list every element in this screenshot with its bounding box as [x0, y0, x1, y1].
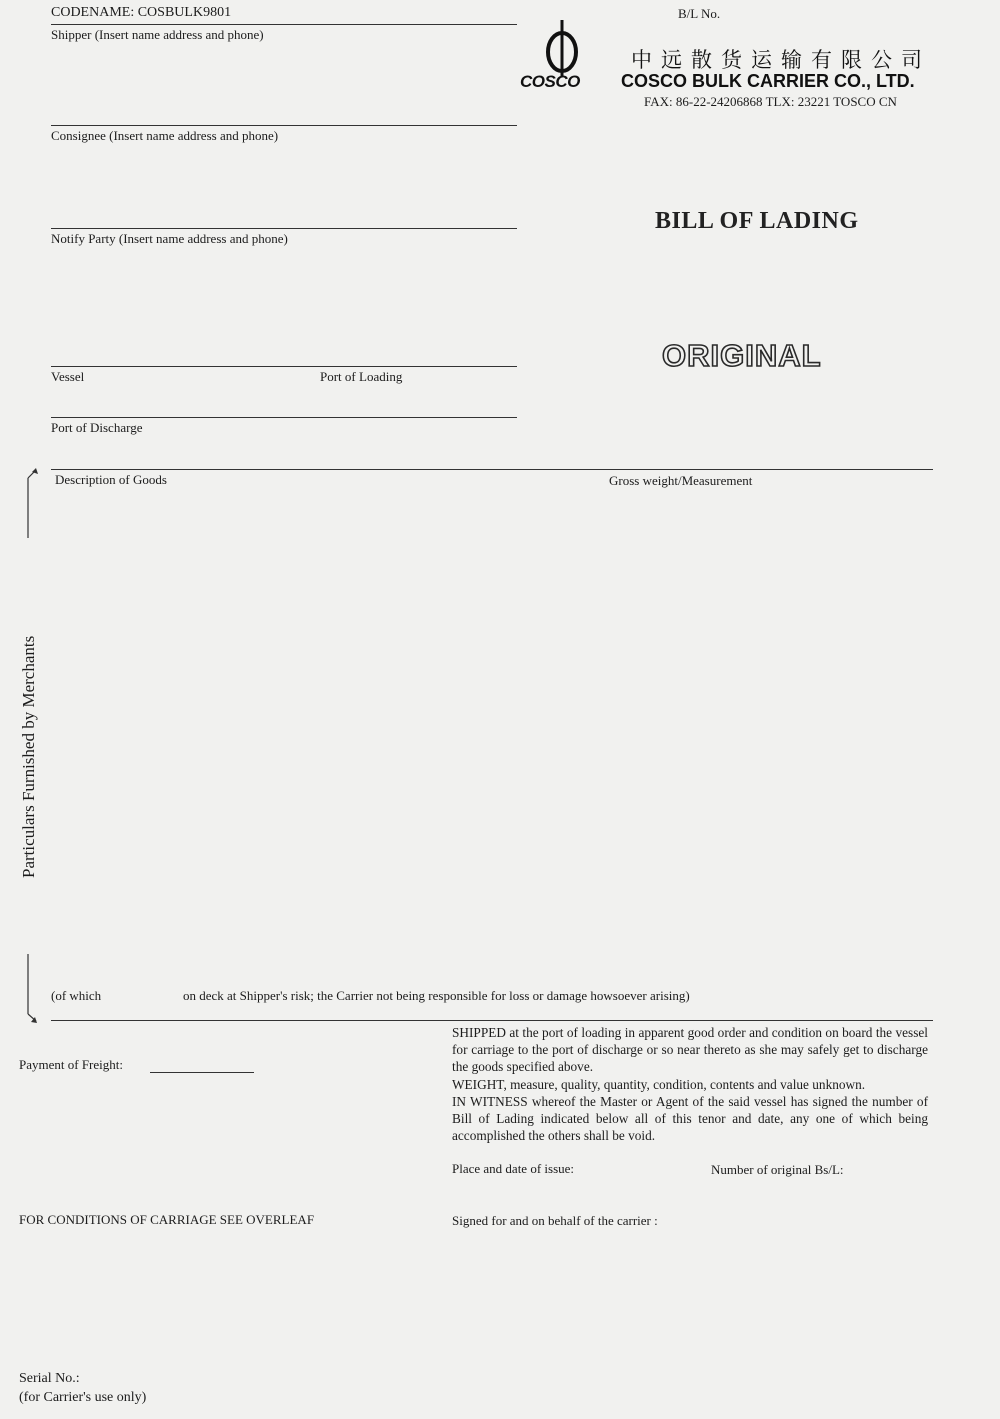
shipper-bottom-rule — [51, 125, 517, 126]
serial-no-note: (for Carrier's use only) — [19, 1390, 147, 1405]
terms-block — [452, 1024, 928, 1144]
witness-clause: IN WITNESS whereof the Master or Agent of the said vessel has signed the number of Bill of Lading indicated below all of this tenor and date, any one of which being accomplished the others shall be void. — [452, 1093, 928, 1144]
deck-of-which: (of which — [51, 988, 102, 1003]
weight-clause: WEIGHT, measure, quality, quantity, condition, contents and value unknown. — [452, 1076, 866, 1092]
shipped-clause: SHIPPED at the port of loading in apparent good order and condition on board the vessel for carriage to the port of discharge or so near thereto as she may safely get to discharge the goods specified above. — [452, 1025, 928, 1075]
original-stamp: ORIGINAL — [662, 338, 822, 373]
place-date-issue-label: Place and date of issue: — [452, 1161, 575, 1176]
consignee-label: Consignee (Insert name address and phone) — [51, 128, 279, 143]
port-of-loading-label: Port of Loading — [320, 369, 403, 384]
deck-clause-text: on deck at Shipper's risk; the Carrier not being responsible for loss or damage howsoever arising) — [183, 988, 690, 1003]
gross-weight-label: Gross weight/Measurement — [609, 473, 753, 488]
company-chinese-name: 中远散货运输有限公司 — [631, 48, 931, 72]
signed-on-behalf-label: Signed for and on behalf of the carrier : — [452, 1213, 658, 1228]
consignee-bottom-rule — [51, 228, 517, 229]
goods-top-rule — [51, 469, 933, 470]
notify-party-label: Notify Party (Insert name address and phone) — [51, 231, 288, 246]
company-contact: FAX: 86-22-24206868 TLX: 23221 TOSCO CN — [644, 94, 897, 109]
codename-underline — [51, 24, 517, 25]
codename: CODENAME: COSBULK9801 — [51, 5, 232, 20]
cosco-logo-text: COSCO — [520, 72, 580, 91]
number-originals-label: Number of original Bs/L: — [711, 1162, 844, 1177]
bl-no-label: B/L No. — [678, 6, 721, 21]
document-title: BILL OF LADING — [655, 208, 859, 234]
notify-bottom-rule — [51, 366, 517, 367]
payment-of-freight-blank — [150, 1072, 254, 1073]
shipper-label: Shipper (Insert name address and phone) — [51, 27, 264, 42]
vessel-bottom-rule — [51, 417, 517, 418]
company-english-name: COSCO BULK CARRIER CO., LTD. — [621, 71, 915, 91]
payment-of-freight-label: Payment of Freight: — [19, 1057, 123, 1072]
description-of-goods-label: Description of Goods — [55, 472, 167, 487]
vessel-label: Vessel — [51, 369, 85, 384]
cosco-logo — [518, 14, 622, 94]
particulars-side-label: Particulars Furnished by Merchants — [19, 635, 38, 878]
goods-bottom-rule — [51, 1020, 933, 1021]
serial-no-label: Serial No.: — [19, 1371, 80, 1386]
port-of-discharge-label: Port of Discharge — [51, 420, 143, 435]
conditions-overleaf: FOR CONDITIONS OF CARRIAGE SEE OVERLEAF — [19, 1212, 315, 1227]
